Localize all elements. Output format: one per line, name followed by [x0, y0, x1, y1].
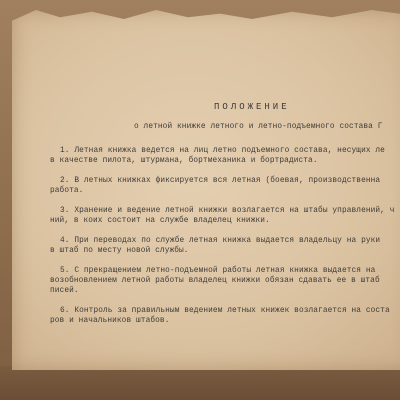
- paragraph-line: в штаб по месту новой службы.: [50, 247, 189, 255]
- paragraph-2: [50, 176, 400, 196]
- paragraph-line: 5. С прекращением летно-подъемной работы летная книжка выдается на: [60, 267, 376, 275]
- paragraph-1: [50, 146, 400, 166]
- paragraph-line: ров и начальников штабов.: [50, 317, 170, 325]
- document-title: ПОЛОЖЕНИЕ: [214, 102, 290, 112]
- paragraph-line: 3. Хранение и ведение летной книжки возлагается на штабы управлений, ч: [60, 207, 395, 215]
- paragraph-3: [50, 206, 400, 226]
- paragraph-6: [50, 306, 400, 326]
- paragraph-line: 6. Контроль за правильным ведением летных книжек возлагается на соста: [60, 307, 390, 315]
- paragraph-line: ний, в коих состоит на службе владелец книжки.: [50, 217, 270, 225]
- paragraph-line: возобновлением летной работы владелец книжки обязан сдавать ее в штаб: [50, 277, 380, 285]
- paragraph-line: писей.: [50, 287, 79, 295]
- document-subtitle: о летной книжке летного и летно-подъемного состава Г: [134, 123, 383, 131]
- bottom-board-edge: [0, 366, 400, 400]
- paragraph-5: [50, 266, 400, 296]
- paragraph-line: работа.: [50, 187, 84, 195]
- paragraph-line: 2. В летных книжках фиксируется вся летная (боевая, производственна: [60, 177, 381, 185]
- paragraph-4: [50, 236, 400, 256]
- paragraph-line: 4. При переводах по службе летная книжка выдается владельцу на руки: [60, 237, 381, 245]
- document-body: [50, 102, 400, 336]
- paragraph-line: в качестве пилота, штурмана, бортмеханика и бортрадиста.: [50, 157, 318, 165]
- paragraph-line: 1. Летная книжка ведется на лиц летно подъемного состава, несущих ле: [60, 147, 385, 155]
